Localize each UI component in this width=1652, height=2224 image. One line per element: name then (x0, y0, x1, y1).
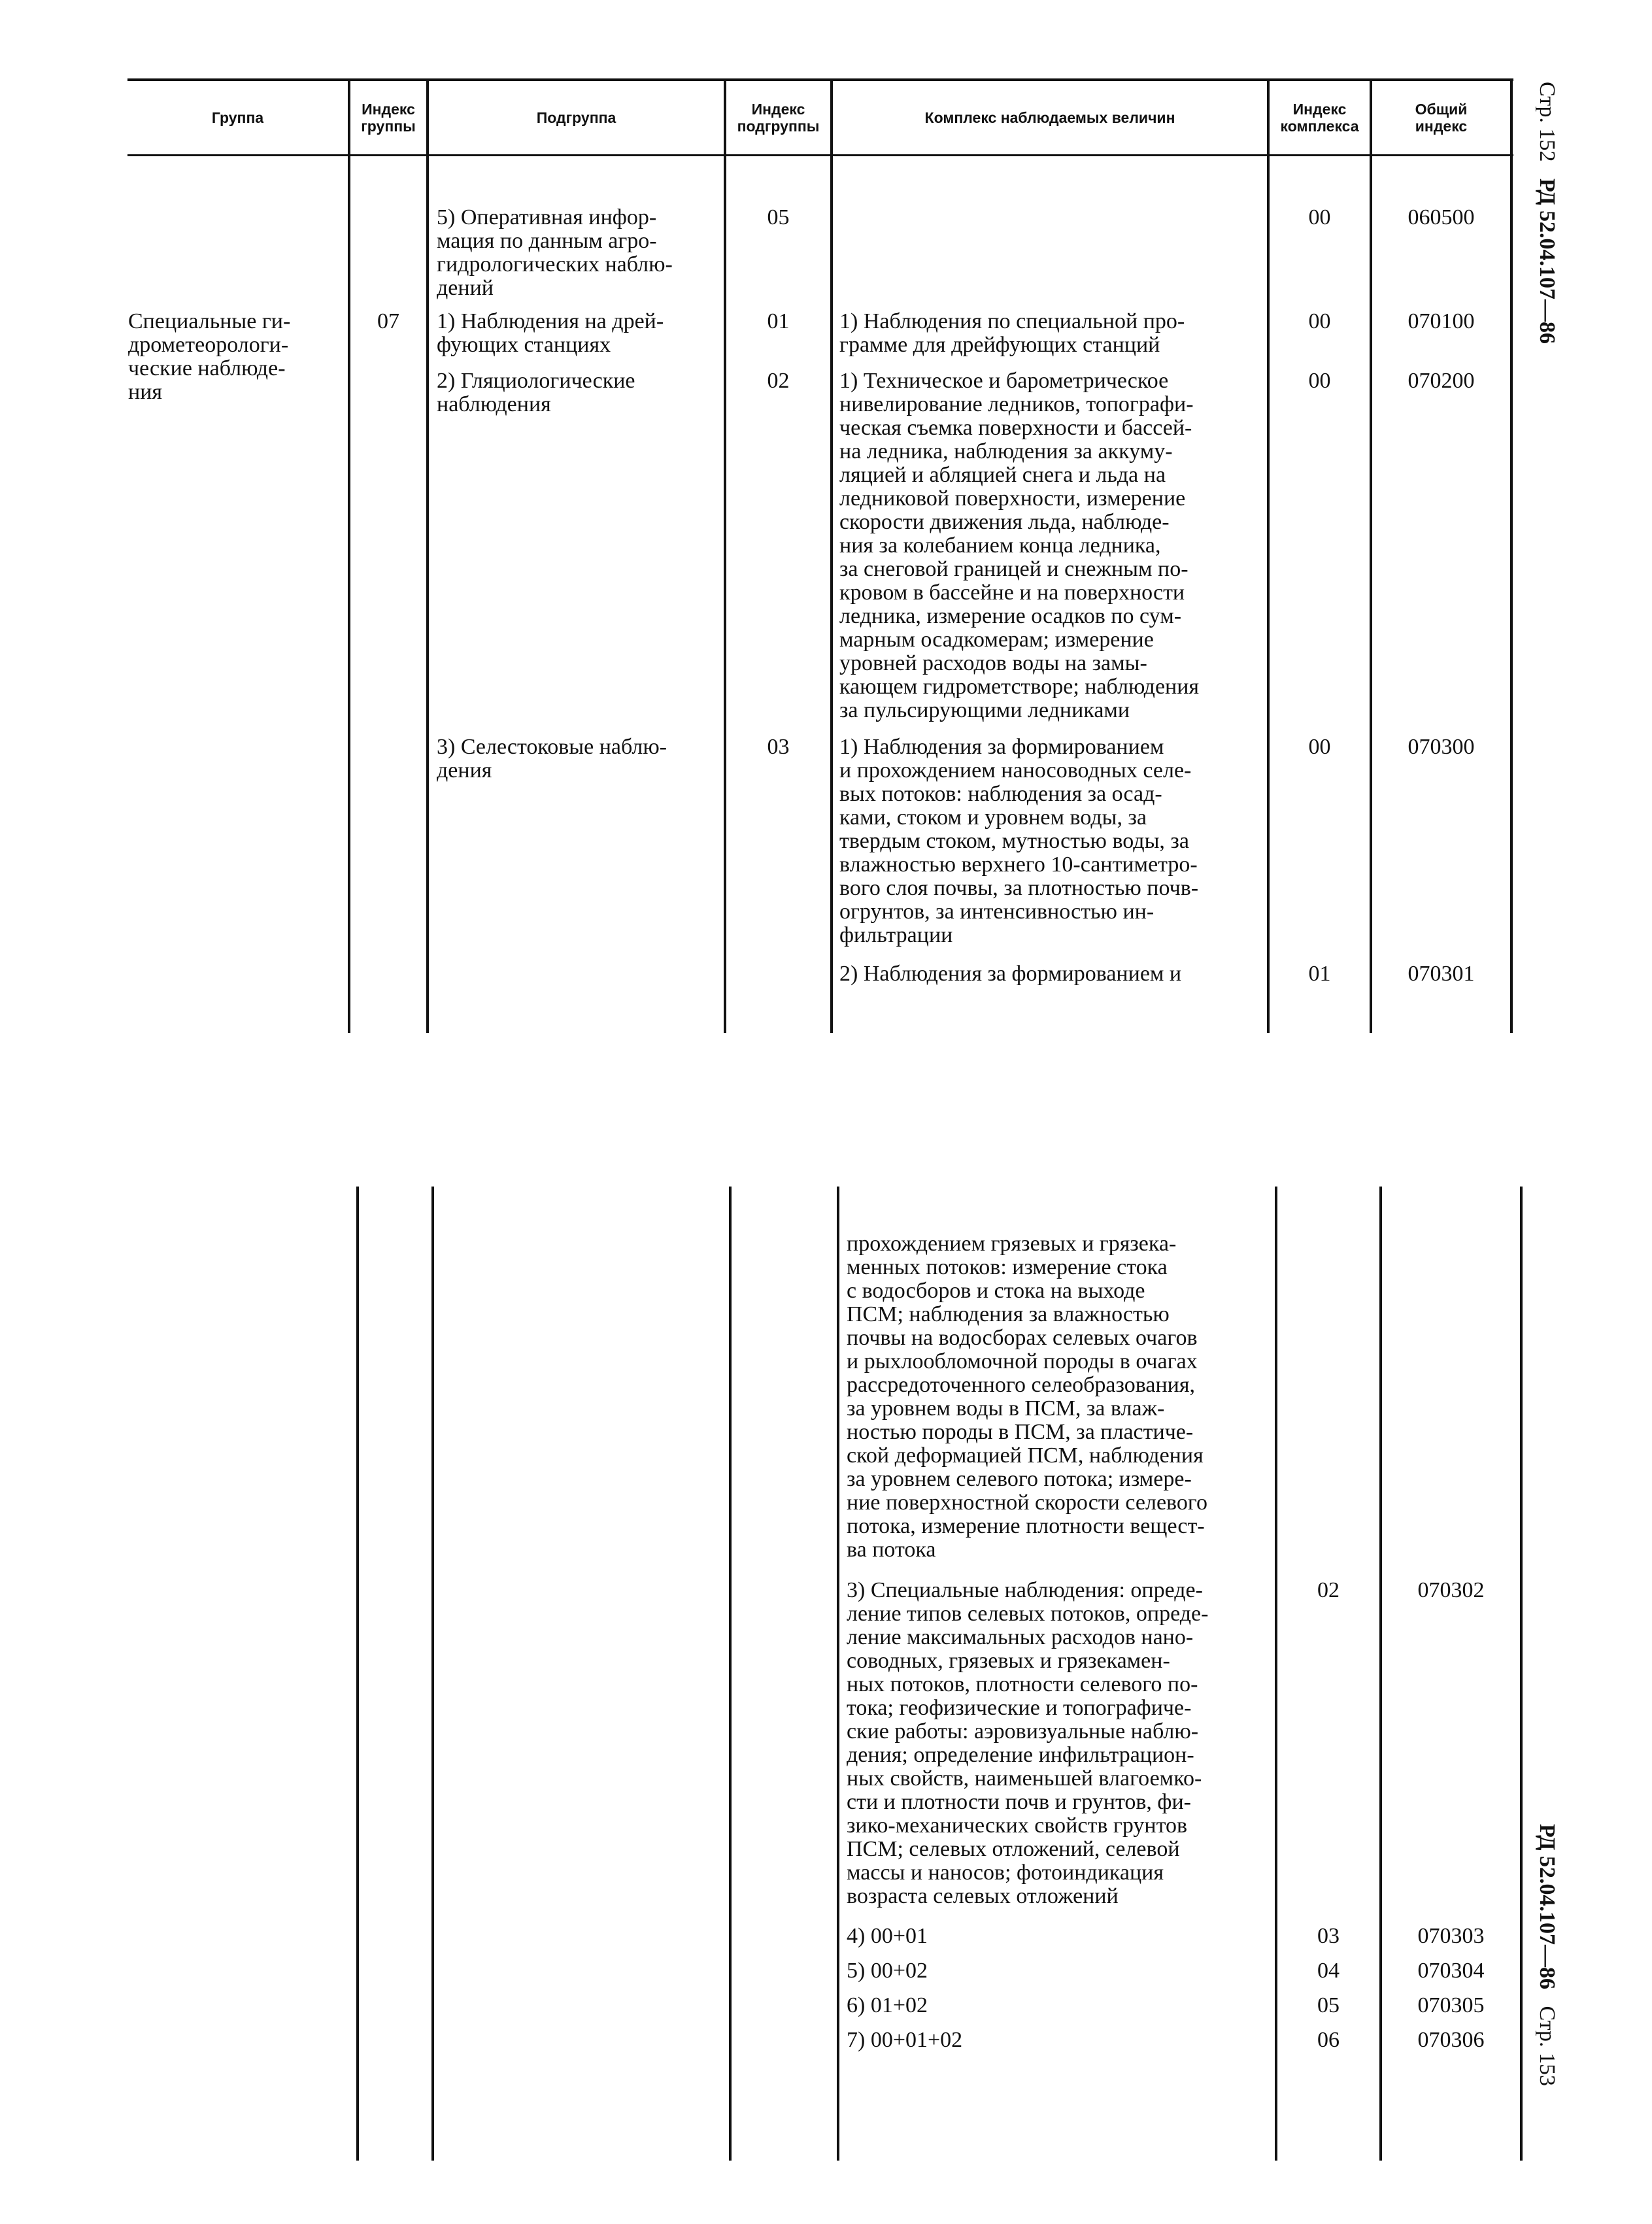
table-row-subgroup-index: 01 (767, 309, 790, 333)
page-number-bottom: Стр. 153 (1535, 2006, 1559, 2087)
table-row-complex-index: 06 (1317, 2028, 1340, 2052)
table-row-total-index: 070306 (1417, 2028, 1485, 2052)
table-row-complex: 7) 00+01+02 (847, 2028, 963, 2052)
table-row-complex-index: 02 (1317, 1578, 1340, 1602)
table-row-complex: 1) Техническое и барометрическое нивелирование ледников, топографи- ческая съемка поверхности и бассей- на ледника, наблюдения за аккуму- ляцией и абляцией снега и льда на ледниковой поверхности, измерение скорости движения льда, наблюде- ния за колебанием конца ледника, за снеговой границей и снежным по- кровом в бассейне и на поверхности ледника, измерение осадков по сум- марным осадкомерам; измерение уровней расходов воды на замы- кающем гидрометстворе; наблюдения за пульсирующими ледниками (839, 369, 1200, 722)
header-subgroup-index: Индекс подгруппы (737, 101, 820, 135)
table-row-subgroup-index: 03 (767, 735, 790, 759)
table-row-total-index: 070301 (1408, 962, 1475, 986)
col-divider-4 (837, 1187, 839, 2161)
table-row-subgroup: 1) Наблюдения на дрей- фующих станциях (437, 309, 664, 357)
table-row-complex: 1) Наблюдения по специальной про- грамме для дрейфующих станций (839, 309, 1185, 357)
table-row-complex-index: 03 (1317, 1924, 1340, 1948)
header-bottom-rule (127, 154, 1513, 156)
table-row-complex-index: 00 (1308, 205, 1331, 229)
table-row-complex-index: 05 (1317, 1993, 1340, 2017)
col-divider-7 (1510, 78, 1513, 1033)
header-total-index: Общий индекс (1415, 101, 1468, 135)
header-group-index: Индекс группы (361, 101, 416, 135)
col-divider-1 (348, 78, 350, 1033)
table-row-total-index: 060500 (1408, 205, 1475, 229)
running-header-top (1534, 82, 1559, 344)
doc-code-bottom: РД 52.04.107—86 (1535, 1824, 1559, 1990)
col-divider-2 (431, 1187, 434, 2161)
table-row-complex: 1) Наблюдения за формированием и прохождением наносоводных селе- вых потоков: наблюдения за осад- ками, стоком и уровнем воды, за твердым стоком, мутностью воды, за влажностью верхнего 10-сантиметро- вого слоя почвы, за плотностью почв- огрунтов, за интенсивностью ин- фильтрации (839, 735, 1199, 947)
header-complex: Комплекс наблюдаемых величин (924, 109, 1175, 126)
table-row-complex: 5) 00+02 (847, 1959, 928, 1983)
table-row-complex: 3) Специальные наблюдения: опреде- ление типов селевых потоков, опреде- ление максимальных расходов нано- соводных, грязевых и грязекамен- ных потоков, плотности селевого по- тока; геофизические и топографиче- ские работы: аэровизуальные наблю- дения; определение инфильтрацион- ных свойств, наименьшей влагоемко- сти и плотности почв и грунтов, фи- зико-механических свойств грунтов ПСМ; селевых отложений, селевой массы и наносов; фотоиндикация возраста селевых отложений (847, 1578, 1209, 1908)
table-row-total-index: 070100 (1408, 309, 1475, 333)
table-row-total-index: 070200 (1408, 369, 1475, 393)
table-row-group: Специальные ги- дрометеорологи- ческие наблюде- ния (128, 309, 291, 404)
col-divider-3 (729, 1187, 732, 2161)
table-row-total-index: 070300 (1408, 735, 1475, 759)
table-row-total-index: 070305 (1417, 1993, 1485, 2017)
table-row-total-index: 070304 (1417, 1959, 1485, 1983)
table-row-subgroup: 2) Гляциологические наблюдения (437, 369, 635, 416)
table-row-complex: прохождением грязевых и грязека- менных потоков: измерение стока с водосборов и стока на выходе ПСМ; наблюдения за влажностью почвы на водосборах селевых очагов и рыхлообломочной породы в очагах рассредоточенного селеобразования, за уровнем воды в ПСМ, за влаж- ностью породы в ПСМ, за пластиче- ской деформацией ПСМ, наблюдения за уровнем селевого потока; измере- ние поверхностной скорости селевого потока, измерение плотности вещест- ва потока (847, 1232, 1207, 1562)
table-row-complex-index: 04 (1317, 1959, 1340, 1983)
table-row-total-index: 070302 (1417, 1578, 1485, 1602)
table-row-complex-index: 00 (1308, 309, 1331, 333)
table-row-subgroup-index: 05 (767, 205, 790, 229)
doc-code-top: РД 52.04.107—86 (1535, 178, 1559, 345)
table-row-complex: 2) Наблюдения за формированием и (839, 962, 1182, 986)
header-subgroup: Подгруппа (536, 109, 616, 126)
header-group: Группа (211, 109, 264, 126)
table-row-total-index: 070303 (1417, 1924, 1485, 1948)
table-row-subgroup: 3) Селестоковые наблю- дения (437, 735, 667, 783)
table-row-subgroup: 5) Оперативная инфор- мация по данным агро- гидрологических наблю- дений (437, 205, 673, 300)
running-header-bottom (1534, 1824, 1559, 2086)
table-row-complex-index: 00 (1308, 369, 1331, 393)
col-divider-7 (1520, 1187, 1523, 2161)
col-divider-1 (356, 1187, 359, 2161)
table-row-group-index: 07 (377, 309, 399, 333)
col-divider-4 (830, 78, 833, 1033)
table-row-complex: 4) 00+01 (847, 1924, 928, 1948)
table-row-subgroup-index: 02 (767, 369, 790, 393)
table-row-complex: 6) 01+02 (847, 1993, 928, 2017)
header-complex-index: Индекс комплекса (1280, 101, 1359, 135)
col-divider-2 (426, 78, 429, 1033)
page-number-top: Стр. 152 (1535, 82, 1559, 162)
table-row-complex-index: 01 (1308, 962, 1331, 986)
table-row-complex-index: 00 (1308, 735, 1331, 759)
